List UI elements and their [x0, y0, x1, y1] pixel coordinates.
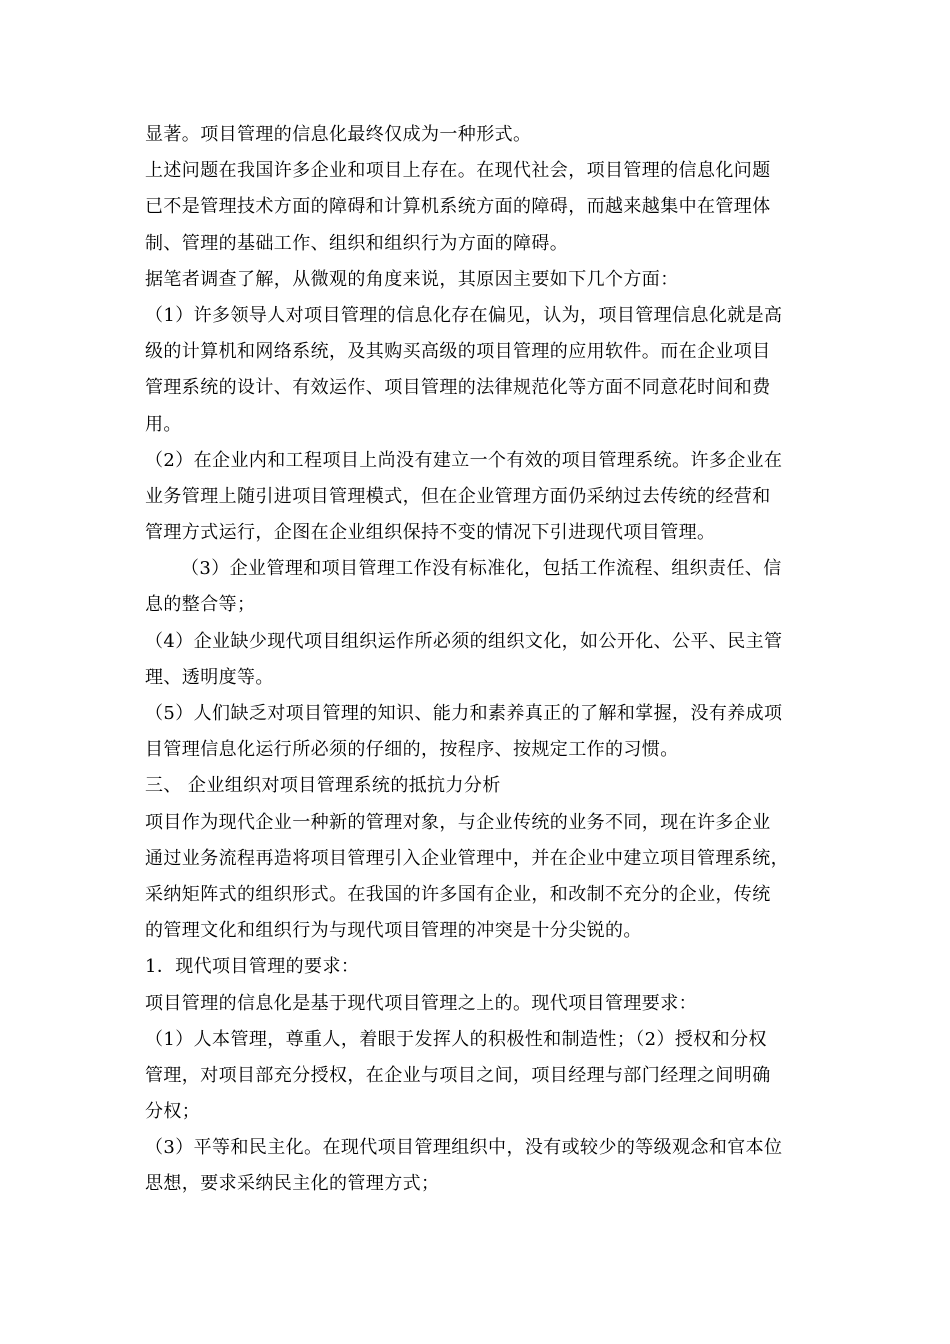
text-line: 管理方式运行，企图在企业组织保持不变的情况下引进现代项目管理。: [145, 522, 716, 544]
text-line: （3）企业管理和项目管理工作没有标准化，包括工作流程、组织责任、信: [181, 558, 782, 580]
text-line: 用。: [145, 413, 182, 435]
text-line: 通过业务流程再造将项目管理引入企业管理中，并在企业中建立项目管理系统，: [145, 847, 789, 869]
body-text: [145, 117, 815, 1203]
text-line: 制、管理的基础工作、组织和组织行为方面的障碍。: [145, 232, 569, 254]
text-line: （1）人本管理，尊重人，着眼于发挥人的积极性和制造性；（2）授权和分权: [145, 1028, 767, 1050]
text-line: 理、透明度等。: [145, 666, 274, 688]
text-line: 管理，对项目部充分授权，在企业与项目之间，项目经理与部门经理之间明确: [145, 1064, 771, 1086]
text-line: （2）在企业内和工程项目上尚没有建立一个有效的项目管理系统。许多企业在: [145, 449, 783, 471]
text-line: 的管理文化和组织行为与现代项目管理的冲突是十分尖锐的。: [145, 920, 642, 942]
text-line: 业务管理上随引进项目管理模式，但在企业管理方面仍采纳过去传统的经营和: [145, 485, 771, 507]
text-line: （5）人们缺乏对项目管理的知识、能力和素养真正的了解和掌握，没有养成项: [145, 703, 783, 724]
text-line: （3）平等和民主化。在现代项目管理组织中，没有或较少的等级观念和官本位: [145, 1137, 783, 1159]
text-line: 显著。项目管理的信息化最终仅成为一种形式。: [145, 124, 532, 145]
text-line: 采纳矩阵式的组织形式。在我国的许多国有企业，和改制不充分的企业，传统: [145, 883, 771, 905]
text-line: （1）许多领导人对项目管理的信息化存在偏见，认为，项目管理信息化就是高: [145, 304, 783, 326]
subsection-heading: 1．现代项目管理的要求：: [145, 956, 360, 978]
text-line: 分权；: [145, 1101, 201, 1123]
text-line: 级的计算机和网络系统，及其购买高级的项目管理的应用软件。而在企业项目: [145, 341, 771, 363]
text-line: 已不是管理技术方面的障碍和计算机系统方面的障碍，而越来越集中在管理体: [145, 196, 771, 218]
text-line: 上述问题在我国许多企业和项目上存在。在现代社会，项目管理的信息化问题: [145, 160, 771, 182]
section-heading: 三、 企业组织对项目管理系统的抵抗力分析: [145, 775, 501, 797]
text-line: 项目作为现代企业一种新的管理对象，与企业传统的业务不同，现在许多企业: [145, 811, 771, 833]
text-line: 据笔者调查了解，从微观的角度来说，其原因主要如下几个方面：: [145, 268, 679, 290]
text-line: 思想，要求采纳民主化的管理方式；: [145, 1173, 440, 1195]
text-line: 管理系统的设计、有效运作、项目管理的法律规范化等方面不同意花时间和费: [145, 377, 771, 399]
text-line: 项目管理的信息化是基于现代项目管理之上的。现代项目管理要求：: [145, 992, 697, 1014]
text-line: 目管理信息化运行所必须的仔细的，按程序、按规定工作的习惯。: [145, 739, 679, 761]
text-line: 息的整合等；: [145, 594, 256, 616]
text-line: （4）企业缺少现代项目组织运作所必须的组织文化，如公开化、公平、民主管: [145, 630, 783, 652]
